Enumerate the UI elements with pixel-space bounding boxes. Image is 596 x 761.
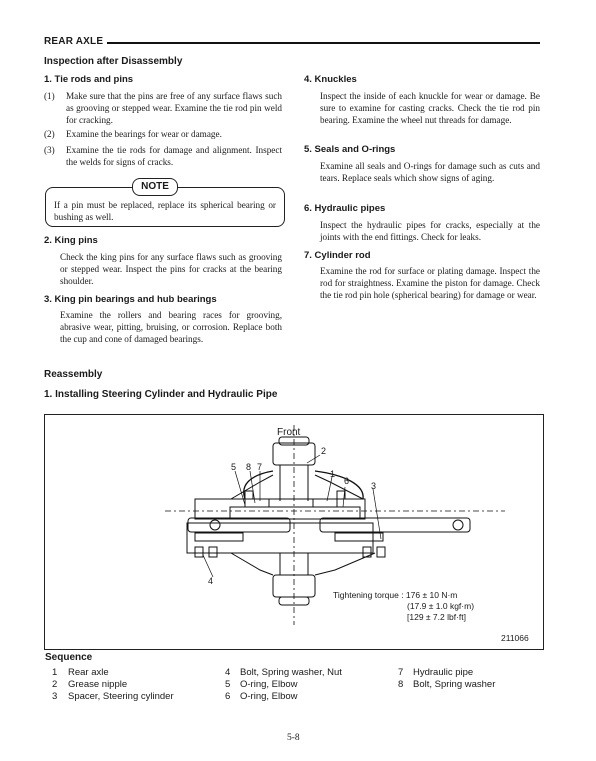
sequence-item-5: O-ring, Elbow [240,679,298,690]
callout-5: 5 [231,462,237,472]
item-5-title: 5. Seals and O-rings [304,144,396,155]
steering-cylinder-diagram [45,415,543,649]
sequence-item-2: Grease nipple [68,679,128,690]
sequence-item-4: Bolt, Spring washer, Nut [240,667,342,678]
hydraulic-pipe-left [244,471,273,499]
sequence-item-7: Hydraulic pipe [413,667,474,678]
item-2-title: 2. King pins [44,235,98,246]
callout-7: 7 [257,462,263,472]
steering-cylinder [230,507,360,519]
inspection-heading: Inspection after Disassembly [44,56,183,67]
note-text: If a pin must be replaced, replace its spherical bearing or bushing as well. [54,200,276,222]
sequence-num-2: 2 [52,679,58,690]
header-rule [107,42,540,44]
sequence-num-7: 7 [398,667,404,678]
item-1-sub-3-num: (3) [44,145,55,155]
sequence-num-4: 4 [225,667,231,678]
item-4-text: Inspect the inside of each knuckle for wear or damage. Be sure to examine for casting cracks. Check the tie rod pin bearing. Examine the wheel nut threads for damage. [320,91,540,125]
item-1-sub-1-num: (1) [44,91,55,101]
item-5-text: Examine all seals and O-rings for damage such as cuts and tears. Replace seals which show signs of aging. [320,161,540,183]
item-6-title: 6. Hydraulic pipes [304,203,386,214]
right-tie-rod [320,518,470,532]
item-6-text: Inspect the hydraulic pipes for cracks, especially at the joints with the end fittings. Check for leaks. [320,220,540,242]
item-2-text: Check the king pins for any surface flaws such as grooving or stepped wear. Inspect the pins for cracks at the bearing shoulder. [60,252,282,286]
sequence-item-8: Bolt, Spring washer [413,679,496,690]
axle-beam [187,523,373,553]
reassembly-subheading: 1. Installing Steering Cylinder and Hydraulic Pipe [44,389,278,400]
item-3-title: 3. King pin bearings and hub bearings [44,294,217,305]
item-7-title: 7. Cylinder rod [304,250,371,261]
torque-spec-lbf: [129 ± 7.2 lbf·ft] [407,612,467,622]
callout-1: 1 [330,469,336,479]
item-4-title: 4. Knuckles [304,74,357,85]
torque-spec-kgf: (17.9 ± 1.0 kgf·m) [407,601,475,611]
sequence-heading: Sequence [45,652,93,663]
item-1-sub-2-text: Examine the bearings for wear or damage. [66,129,222,139]
sequence-num-6: 6 [225,691,231,702]
sequence-num-3: 3 [52,691,58,702]
callout-2: 2 [321,446,327,456]
axle-beam-top [195,499,365,519]
sequence-item-1: Rear axle [68,667,109,678]
item-1-sub-1-text: Make sure that the pins are free of any surface flaws such as grooving or stepped wear. Examine the tie rod pin weld for cracking. [66,91,282,125]
item-1-sub-2-num: (2) [44,129,55,139]
callout-4: 4 [208,576,214,586]
item-3-text: Examine the rollers and bearing races for grooving, abrasive wear, pitting, bruising, or corrosion. Replace both the cup and cone of damaged bearings. [60,310,282,344]
figure-frame [44,414,544,650]
sequence-num-8: 8 [398,679,404,690]
torque-spec: Tightening torque : 176 ± 10 N·m [333,590,458,600]
left-tie-rod [188,518,290,532]
sequence-num-1: 1 [52,667,58,678]
callout-8: 8 [246,462,252,472]
reassembly-heading: Reassembly [44,369,103,380]
page-number: 5-8 [287,733,300,743]
note-label: NOTE [132,178,178,196]
item-7-text: Examine the rod for surface or plating damage. Inspect the rod for straightness. Examine the piston for damage. Check the tie rod pin hole (spherical bearing) for damage or wear. [320,266,540,300]
front-label: Front [277,427,301,438]
callout-3: 3 [371,481,377,491]
figure-id: 211066 [501,633,529,643]
sequence-num-5: 5 [225,679,231,690]
item-1-sub-3-text: Examine the tie rods for damage and alignment. Inspect the welds for signs of cracks. [66,145,282,167]
sequence-item-6: O-ring, Elbow [240,691,298,702]
section-header: REAR AXLE [44,36,104,47]
item-1-title: 1. Tie rods and pins [44,74,134,85]
callout-6: 6 [344,476,350,486]
sequence-item-3: Spacer, Steering cylinder [68,691,174,702]
